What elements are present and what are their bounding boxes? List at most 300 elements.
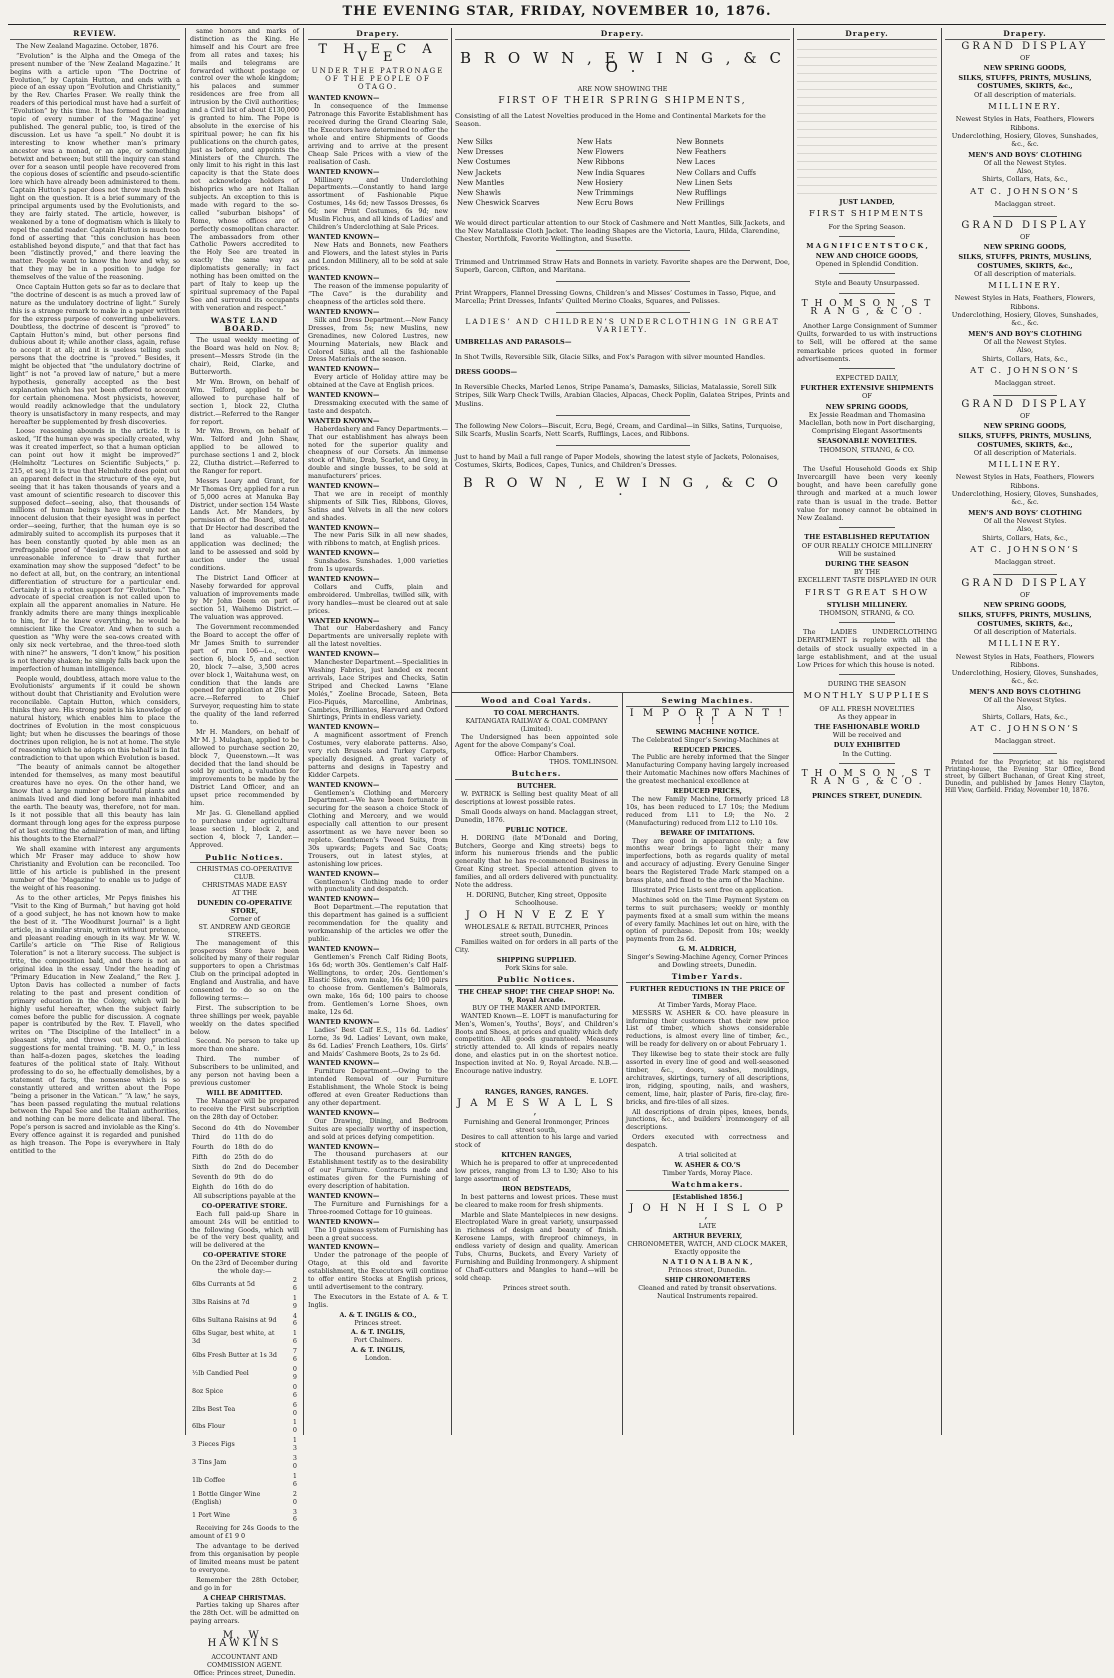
wanted-known-label: WANTED KNOWN—: [308, 1017, 380, 1026]
chronometer-maker: CHRONOMETER, WATCH, AND CLOCK MAKER,: [627, 1240, 788, 1249]
club-parties: Parties taking up Shares after the 28th Oct. will be admitted on paying arrears.: [190, 1601, 299, 1626]
schedule-cell: Fourth: [192, 1143, 214, 1152]
cave-estate: The Executors in the Estate of A. & T. Inglis.: [308, 1292, 448, 1309]
walls-address: Princes street south.: [502, 1283, 571, 1292]
separator: [993, 395, 1057, 396]
wanted-known-label: WANTED KNOWN—: [308, 94, 380, 103]
aldrich-sub: Singer’s Sewing-Machine Agency, Corner Princes and Dowling streets, Dunedin.: [627, 953, 788, 970]
wanted-known-text: The thousand purchasers at our Establishment testify as to the desirability of our Furniture. Contracts made and estimates given for the Furnishing of every description of habitation.: [308, 1150, 448, 1191]
schedule-cell: do: [253, 1173, 262, 1182]
wanted-known-label: WANTED KNOWN—: [308, 167, 380, 176]
schedule-cell: Fifth: [192, 1153, 208, 1162]
hawkins-role: ACCOUNTANT AND COMMISSION AGENT.: [206, 1653, 283, 1669]
novelty-item: New Trimmings: [576, 189, 634, 198]
patrick-text2: Small Goods always on hand. Maclaggan street, Dunedin, 1876.: [455, 807, 618, 824]
schedule-cell: do: [253, 1123, 262, 1132]
waste-land-paragraph: The Government recommended the Board to accept the offer of Mr James Smith to surrender part of run 106—i.e., over section 6, block 5, and section 20, block 7—alse, 3,500 acres over block 1, Waitahuna west, on condition that the lands are opened for application at 20s per acre.—Referred to Chief Surveyor, requesting him to state the quality of the land referred to.: [190, 623, 299, 727]
johnson-line: GRAND DISPLAY: [961, 220, 1089, 232]
column-rule: [303, 28, 304, 1435]
johnson-line: AT C. JOHNSON’S: [970, 186, 1080, 197]
club-coop: CO-OPERATIVE STORE.: [201, 1201, 288, 1210]
novelty-item: New Ribbons: [576, 158, 625, 167]
goods-row: [190, 1490, 299, 1508]
hawkins-name: M. W. HAWKINS: [207, 1630, 282, 1650]
goods-item: 6lbs Flour: [192, 1422, 226, 1431]
johnson-line: OF: [1020, 411, 1030, 420]
novelty-item: New Shawls: [457, 189, 501, 198]
johnson-column: [945, 28, 1105, 1435]
beverly-name: ARTHUR BEVERLY,: [672, 1232, 743, 1241]
club-goods-table: [190, 1276, 299, 1525]
novelties-row: [455, 198, 790, 208]
beware-text: They are good in appearance only; a few months wear brings to light their many imperfections, both as regards quality of metal and accuracy of adjusting. Every Genuine Singer bears the Registered Trade Mark stamped on a brass plate, and fixed to the arm of the Machine.: [626, 836, 789, 885]
wanted-known-text: In consequence of the Immense Patronage this Favorite Establishment has received during the Grand Clearing Sale, the Executors have determined to offer the whole and entire Shipments of Goods arriving and to arrive at the present Cheap Sale Prices with a view of the realisation of Cash.: [308, 102, 448, 166]
wanted-known-label: WANTED KNOWN—: [308, 575, 380, 583]
ladies-underclothing: The LADIES UNDERCLOTHING DEPARTMENT is replete with all the details of stock usually expected in a large establishment, and at the usual Low Prices for which this house is noted.: [797, 628, 937, 669]
johnson-line: OF: [1020, 590, 1030, 599]
stylish-millinery: STYLISH MILLINERY.: [826, 600, 908, 609]
imprint: Printed for the Proprietor, at his registered Printing-house, the Evening Star Office, Bond street, by Gilbert Buchanan, of Great King street, Dunedin, and published by James Henry Clayton, Hill View, Garfield. Friday, November 10, 1876.: [945, 759, 1105, 795]
another-consignment: Another Large Consignment of Summer Quilts, forwarded to us with instructions to Sell, will be offered at the same remarkable prices quoted in former advertisements.: [797, 322, 937, 363]
johnson-ad: [945, 580, 1105, 745]
schedule-cell: do: [222, 1153, 231, 1162]
johnson-ad: [945, 43, 1105, 208]
johnson-line: AT C. JOHNSON’S: [970, 365, 1080, 376]
johnson-line: MILLINERY.: [988, 102, 1062, 113]
brown-ewing-brand: B R O W N , E W I N G , & C O .: [460, 49, 785, 76]
really-choice: OF OUR REALLY CHOICE MILLINERY: [801, 541, 933, 550]
johnson-line: Also,: [1016, 346, 1034, 355]
inglis-footer-line: A. & T. INGLIS & CO.,: [339, 1310, 417, 1319]
club-admitted: WILL BE ADMITTED.: [206, 1088, 283, 1097]
goods-price: 0 6: [292, 1382, 297, 1399]
wanted-known-label: WANTED KNOWN—: [308, 308, 380, 316]
brown-ewing-dress: DRESS GOODS—: [455, 368, 518, 377]
wanted-known-label: WANTED KNOWN—: [308, 723, 380, 732]
johnson-line: Maclaggan street.: [994, 737, 1056, 746]
goods-item: 6lbs Sultana Raisins at 9d: [192, 1315, 277, 1324]
walls-sub: Furnishing and General Ironmonger, Princes street south,: [463, 1117, 610, 1134]
wanted-known-text: Furniture Department.—Owing to the intended Removal of our Furniture Establishment, the Whole Stock is being offered at even Greater Reductions than any other department.: [308, 1067, 448, 1107]
wanted-known-label: WANTED KNOWN—: [308, 1191, 380, 1200]
goods-row: [190, 1383, 299, 1401]
cave-title: T H E C A V E: [318, 41, 438, 65]
johnson-line: Of all description of materials.: [974, 90, 1076, 99]
cave-column: [308, 28, 448, 1435]
novelty-item: New Silks: [457, 137, 493, 146]
schedule-cell: do: [222, 1173, 231, 1182]
wanted-known-label: WANTED KNOWN—: [308, 523, 380, 532]
review-paragraph: As to the other articles, Mr Pepys finishes his “Visit to the King of Burmah,” but having got hold of a good subject, he has not known how to make the best of it. “The Woodhurst Journal” is a light article, in a similar strain, written without pretence, and pleasant reading enough in its way. Mr W. W. Carlile’s article on “The Rise of Religious Toleration” is not a literary success. The subject is trite, the composition bald, and there is not an original idea in the essay. Under the heading of “Primary Education in New Zealand,” the Rev. J. Upton Davis has collected a number of facts relating to the past and present condition of primary education in the Colony, which will be highly useful hereafter, when the subject fairly comes before the public for discussion. A cognate paper is contributed by the Rev. T. Flavell, who writes on “The Discipline of the Intellect” in a pleasant style, and throws out many practical suggestions for mental training. “B. M. O.,” in less than half-a-dozen pages, sketches the leading features of the political state of Italy. Without professing to do so, he effectually demolishes, by a statement of facts, the nonsense which is so constantly uttered and written about the Pope “being a prisoner in the Vatican.” “A law,” he says, “has been passed regulating the mutual relations between the Papal See and the Italian authorities, and nothing can be more delicate and liberal. The Pope’s person is sacred and inviolable as the King’s. Every offence against it is regarded and punished as high treason. The Pope is everywhere in Italy entitled to the: [10, 893, 180, 1155]
payment-terms: Machines sold on the Time Payment System on terms to suit purchasers; weekly or monthly payments fixed at a small sum within the means of every family. Machines let out on hire, with the option of purchase. Deposit from 10s; weekly payments from 2s 6d.: [626, 895, 789, 944]
wanted-known-label: WANTED KNOWN—: [308, 232, 380, 241]
thomson-strang-column: [797, 28, 937, 1435]
marble-text: Marble and Slate Mantelpieces in new designs. Electroplated Ware in great variety, unsurpassed in richness of design and beauty of finish. Kerosene Lamps, with fireproof chimneys, in endless variety of design and quality. American Tubs, Churns, Buckets, and Every Variety of Furnishing and Building Ironmongery. A shipment of Chaff-cutters and Mangles to hand—will be sold cheap.: [455, 1210, 618, 1282]
novelty-item: New Cheswick Scarves: [457, 199, 540, 208]
vezey-sub: WHOLESALE & RETAIL BUTCHER, Princes street south, Dunedin.: [464, 922, 609, 939]
johnson-line: NEW SPRING GOODS,: [983, 421, 1067, 430]
seasonable-novelties: SEASONABLE NOVELTIES.: [817, 437, 917, 446]
club-title: CHRISTMAS CO-OPERATIVE CLUB.: [196, 865, 293, 882]
schedule-cell: 9th: [234, 1173, 246, 1182]
schedule-cell: do: [222, 1133, 231, 1142]
johnson-line: Of all description of Materials.: [973, 448, 1077, 457]
review-paragraph: same honors and marks of distinction as the King. He himself and his Court are free from all rates and taxes; his mails and telegrams are forwarded without postage or control over the whole kingdom; his palaces and summer residences are free from all intrusion by the Civil authorities; and a Civil list of about £130,000 is granted to him. The Pope is absolute in the exercise of his spiritual power; he can fix his publications on the church gates, just as before, and appoints the Ministers of the Church. The only limit to his right in this last capacity is that the State does not acknowledge holders of bishoprics who are not Italian subjects. An exception to this is made with regard to the so-called “suburban bishops” of Rome, whose offices are of perfectly cosmopolitan character. The ambassadors from other Catholic Powers accredited to the Holy See are treated in exactly the same way as diplomatists generally; in fact nothing has been omitted on the part of Italy to keep up the spiritual supremacy of the Papal See and surround its occupants with veneration and respect.”: [190, 27, 299, 312]
johnson-line: OF: [1020, 53, 1030, 62]
johnson-line: GRAND DISPLAY: [961, 41, 1089, 53]
goods-item: 6lbs Fresh Butter at 1s 3d: [192, 1351, 277, 1360]
johnson-line: Newest Styles in Hats, Feathers, Flowers Ribbons.: [955, 473, 1095, 490]
orders-text: Orders executed with correctness and despatch.: [626, 1133, 789, 1150]
inglis-footer-line: London.: [364, 1354, 392, 1363]
johnson-line: Maclaggan street.: [994, 558, 1056, 567]
novelties-row: [455, 147, 790, 157]
column-rule: [622, 692, 623, 1435]
established-1856: [Established 1856.]: [672, 1192, 743, 1201]
drapery-heading: Drapery.: [308, 30, 448, 40]
drapery-heading-4: Drapery.: [945, 30, 1105, 40]
brown-ewing-first: FIRST OF THEIR SPRING SHIPMENTS,: [498, 96, 747, 107]
schedule-cell: 11th: [234, 1133, 250, 1142]
patrick-text: W. PATRICK is Selling best quality Meat of all descriptions at lowest possible rates.: [455, 790, 618, 806]
waste-land-paragraph: Mr Jas. G. Glenelland applied to purchase under agricultural lease section 1, block 2, and section 4, block 7, Lander.—Approved.: [190, 809, 299, 849]
hislop-princes: Princes street, Dunedin.: [668, 1265, 747, 1274]
asher-text2: They likewise beg to state their stock are fully assorted in every line of good and well-seasoned timber, &c., doors, sashes, mouldings, architraves, skirtings, turnery of all descriptions, iron, ridging, spouting, nails, and washers, cement, lime, hair, plaster of Paris, fire-clay, fire-bricks, and fire-tiles of all sizes.: [626, 1050, 789, 1106]
goods-price: 1 3: [292, 1436, 297, 1453]
schedule-cell: do: [265, 1143, 274, 1152]
asher-sign: W. ASHER & CO.’S: [674, 1160, 741, 1169]
aldrich-name: G. M. ALDRICH,: [678, 945, 737, 954]
goods-item: 1 Port Wine: [192, 1511, 231, 1520]
important-title: I M P O R T A N T ! ! !: [629, 707, 786, 727]
johnson-line: MEN’S AND BOYS’ CLOTHING: [968, 508, 1082, 517]
goods-price: 3 0: [292, 1454, 297, 1470]
hislop-name: J O H N H I S L O P ,: [629, 1202, 786, 1222]
novelty-item: New Laces: [676, 158, 716, 167]
johnson-line: SILKS, STUFFS, PRINTS, MUSLINS, COSTUMES, SKIRTS, &c.,: [958, 611, 1092, 628]
wanted-known-label: WANTED KNOWN—: [308, 1108, 380, 1117]
iron-bedsteads: IRON BEDSTEADS,: [501, 1184, 572, 1193]
butchers-heading: Butchers.: [455, 770, 618, 780]
johnson-line: GRAND DISPLAY: [961, 578, 1089, 590]
goods-row: [190, 1454, 299, 1472]
johnson-line: MILLINERY.: [988, 281, 1062, 292]
schedule-cell: 4th: [234, 1123, 246, 1132]
separator: [993, 216, 1057, 217]
johnson-line: Underclothing, Hosiery, Gloves, Sunshades, &c., &c.: [951, 131, 1099, 149]
waste-land-paragraph: Mr Wm. Brown, on behalf of Wm. Telford, applied to be allowed to purchase half of section 1, block 22, Clutha district.—Referred to the Ranger for report.: [190, 377, 299, 426]
sewing-timber-column: [626, 695, 789, 1435]
waste-land-paragraph: The usual weekly meeting of the Board was held on Nov. 8; present—Messrs Strode (in the chair), Reid, Clarke, and Butterworth.: [190, 336, 299, 377]
wanted-known-label: WANTED KNOWN—: [308, 482, 380, 491]
goods-price: 2 0: [292, 1489, 297, 1506]
review-body: [10, 43, 180, 1156]
johnson-ad: [945, 222, 1105, 387]
wanted-known-text: Boot Department.—The reputation that this department has gained is a sufficient recommendation for the quality and workmanship of the articles we offer the public.: [308, 903, 448, 943]
novelty-item: New Bonnets: [676, 137, 724, 146]
new-choice-goods: NEW AND CHOICE GOODS,: [815, 252, 919, 261]
wanted-known-label: WANTED KNOWN—: [308, 1243, 380, 1252]
wanted-known-text: Our Drawing, Dining, and Bedroom Suites are specially worthy of inspection, and sold at prices defying competition.: [308, 1116, 448, 1141]
blank-space: [797, 44, 937, 194]
wanted-known-text: Collars and Cuffs, plain and embroidered. Umbrellas, twilled silk, with ivory handles—must be cleared out at sale prices.: [308, 582, 448, 615]
first-shipments: FIRST SHIPMENTS: [808, 209, 925, 220]
novelties-row: [455, 188, 790, 198]
brown-ewing-mail: Just to hand by Mail a full range of Paper Models, showing the latest style of Jackets, Polonaises, Costumes, Skirts, Bodices, Capes, Tunics, and Children’s Dresses.: [455, 452, 780, 470]
received: Will be received and: [832, 731, 902, 740]
johnson-line: Of all the Newest Styles.: [983, 158, 1067, 167]
cheap-shop: THE CHEAP SHOP! THE CHEAP SHOP! No. 9, Royal Arcade.: [458, 988, 615, 1004]
spring-season: For the Spring Season.: [828, 222, 906, 231]
price-lists: Illustrated Price Lists sent free on application.: [632, 885, 784, 894]
public-notice-title: PUBLIC NOTICE.: [505, 825, 568, 834]
wanted-known-text: New Hats and Bonnets, new Feathers and Flowers, and the latest styles in Paris and London Millinery, all to be sold at sale prices.: [308, 240, 448, 273]
schedule-cell: Third: [192, 1133, 210, 1142]
style-beauty: Style and Beauty Unsurpassed.: [814, 279, 920, 288]
goods-price: 1 6: [292, 1471, 297, 1488]
goods-price: 0 9: [292, 1365, 297, 1381]
schedule-row: [190, 1173, 301, 1183]
cave-patron: UNDER THE PATRONAGE OF THE PEOPLE OF OTAGO.: [311, 66, 445, 91]
brown-ewing-p2: Trimmed and Untrimmed Straw Hats and Bonnets in variety. Favorite shapes are the Derwent, Doe, Superb, Garcon, Clifton, and Maritana.: [455, 257, 790, 275]
loft-text: WANTED Known—E. LOFT is manufacturing for Men’s, Women’s, Youths’, Boys’, and Children’s Boots and Shoes, at prices and quality which defy competition. All goods guaranteed. Measures strictly attended to. All kinds of repairs neatly done, and elastics put in on the shortest notice. Inspection invited at No. 9, Royal Arcade. N.B.—Encourage native industry.: [455, 1011, 618, 1076]
schedule-cell: 16th: [234, 1182, 250, 1191]
goods-price: 1 6: [292, 1329, 297, 1346]
first-great-show: FIRST GREAT SHOW: [804, 587, 930, 598]
club-streets: ST. ANDREW AND GEORGE STREETS.: [198, 922, 291, 939]
thomson-strang-3: THOMSON, STRANG, & CO.: [819, 608, 915, 617]
club-sub: CHRISTMAS MADE EASY: [202, 881, 287, 890]
novelty-item: New Ecru Bows: [576, 199, 634, 208]
goods-item: 6lbs Currants at 5d: [192, 1279, 255, 1288]
club-paragraph: Third. The number of Subscribers to be unlimited, and any person not having been a previous customer: [190, 1055, 299, 1087]
masthead: THE EVENING STAR, FRIDAY, NOVEMBER 10, 1876.: [342, 4, 772, 19]
brown-ewing-ladies: LADIES’ AND CHILDREN’S UNDERCLOTHING IN GREAT VARIETY.: [465, 316, 780, 335]
review-paragraph: “Evolution” is the Alpha and the Omega of the present number of the ‘New Zealand Magazine.’ It begins with a article upon “The Doctrine of Evolution,” by Captain Hutton, and ends with a piece of an essay upon “Evolution and Christianity,” by the Rev. Charles Fraser. We really think the readers of this periodical must have had a surfeit of “Evolution” by this time. It has formed the leading topic of every number of the ‘Magazine’ yet published. The general public, too, is tired of the discussion. Let us have “a spell.” No doubt it is interesting to know whether man’s primary ancestor was a monad, or an ape, or something betwixt and between; but still the inquiry can stand over for a season until people have recovered from the copious doses of scientific and pseudo-scientific lore which have already been administered to them. Captain Hutton’s paper does not throw much fresh light on the question. It is a brief summary of the principal arguments used by the Evolutionists, and they are fairly stated. The article, however, is weakened by a tone of dogmatism which is likely to repel the candid reader. Captain Hutton is much too fond of asserting that “this conclusion has been established beyond dispute,” and that that fact has been “distinctly proved,” and there leaving the matter. People want to know the how and why, so that they may be in a position to judge for themselves of the value of the reasoning.: [10, 51, 180, 282]
goods-item: 8oz Spice: [192, 1386, 224, 1395]
wanted-known-text: Gentlemen’s French Calf Riding Boots, 16s 6d; worth 30s. Gentlemen’s Calf Half-Wellingtons, to order, 20s. Gentlemen’s Elastic Sides, own make, 16s 6d; 100 pairs to choose from. Gentlemen’s Balmorals, own make, 16s 6d; 100 pairs to choose from. Gentlemen’s Lorne Shoes, own make, 12s 6d.: [308, 952, 448, 1017]
watchmakers-heading: Watchmakers.: [626, 1181, 789, 1191]
nautical-repaired: Nautical Instruments repaired.: [657, 1291, 758, 1300]
coal-title: TO COAL MERCHANTS.: [493, 708, 580, 717]
maintained: Will be sustained: [838, 549, 896, 558]
johnson-line: NEW SPRING GOODS,: [983, 601, 1067, 610]
novelty-item: New Mantles: [457, 178, 505, 187]
drapery-heading-3: Drapery.: [797, 30, 937, 40]
club-receiving: Receiving for 24s Goods to the amount of £1 9 0: [190, 1524, 299, 1541]
brown-ewing-consisting: Consisting of all the Latest Novelties produced in the Home and Continental Markets for the Season.: [455, 112, 766, 129]
trial-text: A trial solicited at: [678, 1151, 737, 1160]
johnson-line: Maclaggan street.: [994, 200, 1056, 209]
johnson-line: SILKS, STUFFS, PRINTS, MUSLINS, COSTUMES, SKIRTS, &c.,: [958, 74, 1092, 91]
wanted-known-text: Sunshades. Sunshades. 1,000 varieties from 1s upwards.: [308, 557, 448, 574]
johnson-ad: [945, 401, 1105, 566]
schedule-cell: do: [265, 1153, 274, 1162]
cave-footer: [308, 1312, 448, 1363]
expected-daily: EXPECTED DAILY,: [835, 374, 899, 383]
goods-item: 2lbs Best Tea: [192, 1404, 236, 1413]
waste-land-paragraph: Mr H. Manders, on behalf of Mr M. J. Mulaghan, applied to be allowed to purchase section 20, block 7, Queenstown.—It was decided that the land should be sold by auction, a valuation for improvements to be made by the District Land Officer, and an upset price recommended by him.: [190, 727, 299, 808]
hawkins-office: Office: Princes street, Dunedin.: [193, 1668, 296, 1677]
brown-ewing-p1: We would direct particular attention to our Stock of Cashmere and Nett Mantles, Silk Jackets, and the New Matallassie Cloth Jacket. The leading Shapes are the Victoria, Laura, Hilda, Clarendine, Chester, Northfolk, Favorite Wellington, and Susette.: [455, 218, 785, 244]
wanted-known-text: The reason of the immense popularity of “The Cave” is the durability and cheapness of the articles sold there.: [308, 282, 448, 307]
wanted-known-text: That our Haberdashery and Fancy Departments are universally replete with all the latest novelties.: [308, 624, 448, 649]
vezey-pork: Pork Skins for sale.: [505, 964, 568, 973]
johnson-line: Of all the Newest Styles.: [983, 337, 1067, 346]
club-advantage: The advantage to be derived from this organisation by people of limited means must be patent to everyone.: [190, 1542, 299, 1574]
johnson-line: Of all the Newest Styles.: [983, 696, 1067, 704]
novelty-item: New Frillings: [676, 199, 725, 208]
club-schedule: [190, 1124, 301, 1193]
johnson-line: Also,: [1016, 704, 1034, 713]
novelties-row: [455, 157, 790, 167]
johnson-line: MEN’S AND BOY’S CLOTHING: [968, 329, 1082, 338]
inglis-footer-line: A. & T. INGLIS,: [350, 1328, 406, 1337]
schedule-cell: Sixth: [192, 1163, 209, 1172]
club-body: [190, 940, 299, 1088]
novelty-item: New Feathers: [676, 147, 726, 156]
wanted-known-text: Silk and Dress Department.—New Fancy Dresses, from 5s; new Muslins, new Grenadines, new Colored Lustres, new Mourning Materials, new Black and Colored Silks, and all the fashionable Dress Materials of the season.: [308, 315, 448, 364]
schedule-cell: do: [222, 1163, 231, 1172]
during-season: DURING THE SEASON: [825, 559, 909, 568]
doring-text: H. DORING (late M’Donald and Doring, Butchers, George and King streets) begs to inform his numerous friends and the public generally that he has re-commenced Business in Great King street. Special attention given to families, and all orders delivered with punctuality. Note the address.: [455, 833, 618, 890]
wanted-known-label: WANTED KNOWN—: [308, 780, 380, 789]
brown-ewing-umbrellas: UMBRELLAS AND PARASOLS—: [455, 338, 572, 347]
schedule-cell: do: [253, 1163, 262, 1172]
magnificent-stock: M A G N I F I C E N T S T O C K ,: [806, 241, 928, 250]
excellent-taste: EXCELLENT TASTE DISPLAYED IN OUR: [797, 576, 937, 585]
wanted-known-label: WANTED KNOWN—: [308, 869, 380, 878]
review-paragraph: We shall examine with interest any arguments which Mr Fraser may adduce to show how Christianity and Evolution can be reconciled. Too little of his article is published in the present number of the ‘Magazine’ to enable us to judge of the weight of his reasoning.: [10, 844, 180, 893]
wanted-known-text: Gentlemen’s Clothing and Mercery Department.—We have been fortunate in securing for the season a choice Stock of Clothing and Mercery, and we would especially call attention to our present assortment as we have never been so replete. Gentlemen’s Tweed Suits, from 30s upwards; Pagets and Sac Coats; Trousers, out in latest styles, at astonishing low prices.: [308, 788, 448, 868]
schedule-cell: Eighth: [192, 1182, 214, 1191]
monthly-supplies: MONTHLY SUPPLIES: [803, 691, 931, 702]
johnson-line: NEW SPRING GOODS,: [983, 242, 1067, 251]
inglis-footer-line: Princes street.: [354, 1318, 402, 1327]
johnson-line: MEN’S AND BOYS’ CLOTHING: [968, 150, 1082, 159]
novelty-item: New Hosiery: [576, 178, 623, 187]
johnson-line: OF: [1020, 232, 1030, 241]
schedule-cell: do: [222, 1182, 231, 1191]
johnson-line: MEN’S AND BOYS CLOTHING: [969, 687, 1081, 696]
column-rule: [185, 28, 186, 1435]
singer-text: The Celebrated Singer’s Sewing-Machines at: [632, 735, 779, 744]
club-cheap: A CHEAP CHRISTMAS.: [203, 1593, 286, 1602]
brown-ewing-showing: ARE NOW SHOWING THE: [577, 84, 668, 93]
novelties-row: [455, 168, 790, 178]
wanted-known-label: WANTED KNOWN—: [308, 1142, 380, 1151]
cleaned-rated: Cleaned and rated by transit observations.: [638, 1283, 777, 1292]
goods-price: 1 0: [292, 1418, 297, 1435]
johnson-line: MILLINERY.: [988, 460, 1062, 471]
ship-chronometers: SHIP CHRONOMETERS: [664, 1275, 751, 1284]
novelties-row: [455, 137, 790, 147]
johnson-line: Shirts, Collars, Hats, &c.,: [982, 175, 1068, 184]
schedule-row: [190, 1133, 301, 1143]
wanted-known-label: WANTED KNOWN—: [308, 391, 380, 400]
goods-price: 3 6: [292, 1507, 297, 1524]
brown-ewing-umb-text: In Shot Twills, Reversible Silk, Glacie Silks, and Fox’s Paragon with silver mounted Handles.: [455, 353, 766, 362]
review-column: [10, 28, 180, 1435]
inglis-footer-line: Port Chalmers.: [353, 1336, 403, 1345]
wanted-known-text: Gentlemen’s Clothing made to order with punctuality and despatch.: [308, 877, 448, 894]
club-coop2: CO-OPERATIVE STORE: [202, 1251, 287, 1260]
goods-price: 7 6: [292, 1347, 297, 1364]
novelties-grid: [455, 137, 790, 209]
waste-land-paragraph: The District Land Officer at Naseby forwarded for approval valuation of improvements made by Mr John Deem on part of section 51, Waihemo District.—The valuation was approved.: [190, 573, 299, 622]
novelty-item: New Linen Sets: [676, 178, 733, 187]
walls-text: Desires to call attention to his large and varied stock of: [455, 1133, 618, 1150]
johnson-line: Newest Styles in Hats, Feathers, Flowers Ribbons.: [955, 652, 1095, 669]
opposite-text: Exactly opposite the: [674, 1248, 741, 1257]
schedule-cell: 2nd: [234, 1163, 247, 1172]
review-paragraph: People would, doubtless, attach more value to the Evolutionists’ arguments if it could be shown without doubt that Christianity and Evolution were reconcilable. Captain Hutton, which considers, thinks they are. His strong point is his knowledge of natural history, which enables him to place the doctrines of Evolution in the most conspicuous light; but when he discusses the bearings of those doctrines upon religion, he is not at home. The style of reasoning which he adopts on this behalf is in flat contradiction to that upon which Evolution is based.: [10, 674, 180, 762]
johnson-line: AT C. JOHNSON’S: [970, 544, 1080, 555]
public-notices-heading: Public Notices.: [190, 854, 299, 864]
loft-sign: E. LOFT.: [590, 1076, 618, 1085]
schedule-cell: do: [253, 1182, 262, 1191]
wanted-known-text: Ladies’ Best Calf E.S., 11s 6d. Ladies’ Lorne, 3s 9d. Ladies’ Levant, own make, 8s 6d. Ladies’ French Leathers, 10s. Girls’ and Maids’ Cashmere Boots, 2s to 2s 6d.: [308, 1025, 448, 1058]
hislop-late: LATE: [698, 1222, 717, 1231]
public-notices-heading-2: Public Notices.: [455, 976, 618, 986]
schedule-cell: November: [265, 1123, 299, 1132]
timber-heading: Timber Yards.: [626, 973, 789, 983]
johnson-line: NEW SPRING GOODS,: [983, 63, 1067, 72]
novelty-item: New India Squares: [576, 168, 645, 177]
johnson-line: Shirts, Collars, Hats, &c.,: [982, 712, 1068, 721]
club-corner: Corner of: [229, 914, 260, 923]
schedule-cell: do: [222, 1143, 231, 1152]
asher-text: MESSRS W. ASHER & CO. have pleasure in informing their customers that their new price List of timber, which shows considerable reductions, is almost every line of timber, &c., will be ready for delivery on or about February 1.: [626, 1008, 789, 1049]
novelty-item: New Flowers: [576, 147, 624, 156]
notices-column: [190, 27, 299, 1677]
goods-item: 1lb Coffee: [192, 1475, 226, 1484]
wood-coal-heading: Wood and Coal Yards.: [455, 697, 618, 707]
thomson-strang-2: THOMSON, STRANG, & CO.: [819, 445, 915, 454]
wanted-known-label: WANTED KNOWN—: [308, 416, 380, 425]
club-manager: The Manager will be prepared to receive the First subscription on the 28th day of October.: [190, 1096, 299, 1121]
goods-row: [190, 1508, 299, 1526]
duly-exhibited: DULY EXHIBITED: [833, 741, 901, 750]
further-reductions: FURTHER REDUCTIONS IN THE PRICE OF TIMBER: [629, 984, 786, 1001]
brown-ewing-colors: The following New Colors—Biscuit, Ecru, Begé, Cream, and Cardinal—in Silks, Satins, Turquoise, Silk Scarfs, Muslin Scarfs, Nett Scarfs, Rufflings, Laces, and Ribbons.: [455, 422, 783, 439]
schedule-cell: do: [253, 1153, 262, 1162]
timber-address: At Timber Yards, Moray Place.: [658, 1000, 757, 1009]
club-paragraph: Second. No person to take up more than one share.: [190, 1037, 299, 1054]
wanted-known-label: WANTED KNOWN—: [308, 549, 380, 558]
buy-maker: BUY OF THE MAKER AND IMPORTER.: [472, 1003, 601, 1012]
goods-item: ½lb Candied Peel: [192, 1368, 249, 1377]
club-remember: Remember the 28th October, and go in for: [190, 1575, 299, 1592]
wanted-known-text: Haberdashery and Fancy Departments.—That our establishment has always been noted for the superior quality and cheapness of our Corsets. An immense stock of White, Drab, Scarlet, and Grey, in double and single busses, to be sold at manufacturers’ prices.: [308, 424, 448, 481]
during-season-2: DURING THE SEASON: [827, 680, 907, 689]
johnson-line: Also,: [1016, 525, 1034, 534]
johnson-line: GRAND DISPLAY: [961, 399, 1089, 411]
wanted-known-label: WANTED KNOWN—: [308, 895, 380, 904]
johnson-line: Newest Styles in Hats, Feathers, Flowers, Ribbons.: [954, 294, 1096, 311]
thomson-strang-4: T H O M S O N , S T R A N G , & C O .: [801, 768, 933, 787]
goods-row: [190, 1312, 299, 1330]
club-payable: All subscriptions payable at the: [193, 1191, 296, 1200]
schedule-cell: do: [265, 1182, 274, 1191]
coal-butcher-column: [455, 695, 618, 1435]
schedule-cell: do: [265, 1173, 274, 1182]
novelty-item: New Jackets: [457, 168, 502, 177]
column-rule: [941, 28, 942, 1435]
johnson-line: Shirts, Collars, Hats, &c.,: [982, 354, 1068, 363]
wanted-known-label: WANTED KNOWN—: [308, 1059, 380, 1068]
novelty-item: New Dresses: [457, 147, 504, 156]
